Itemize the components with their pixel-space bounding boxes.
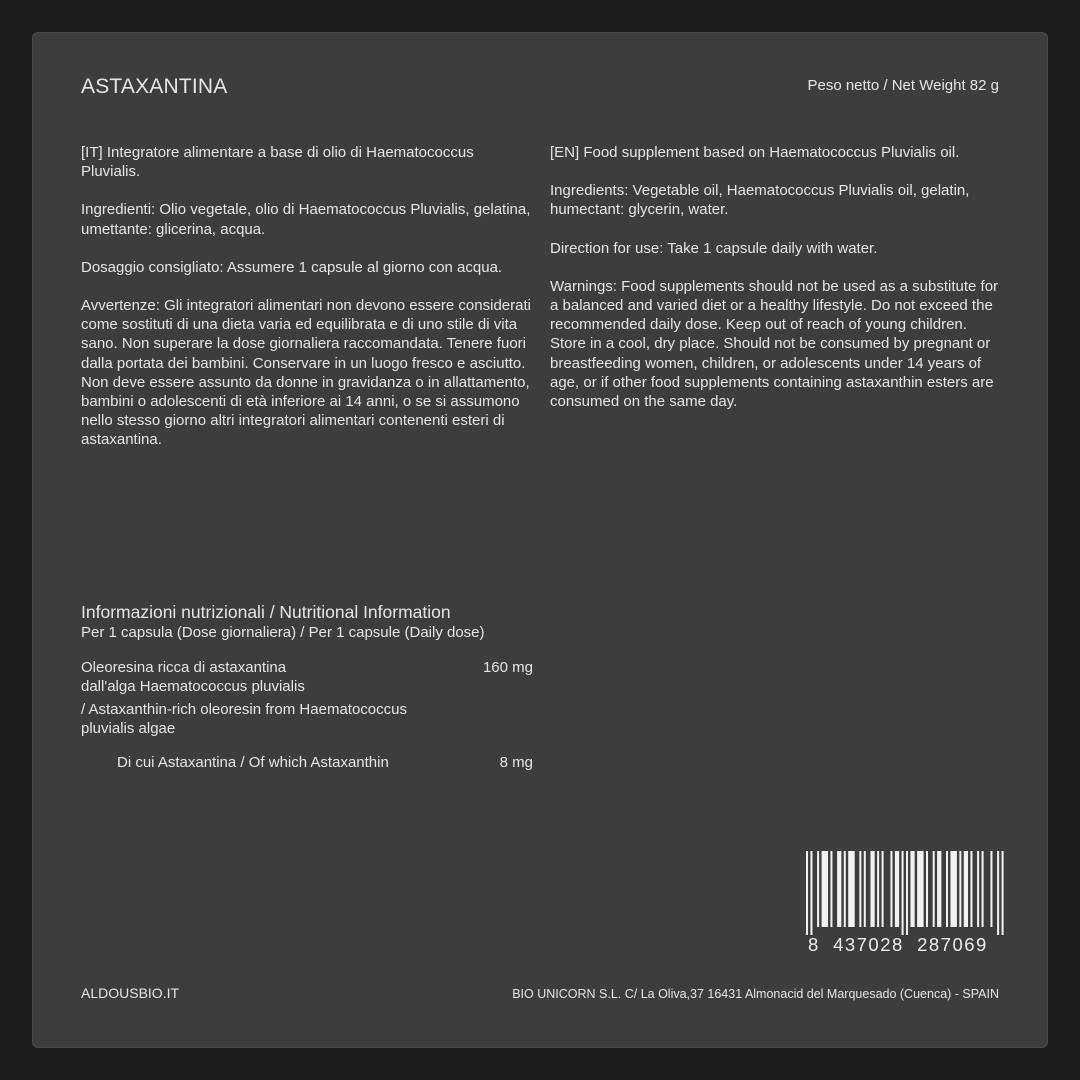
website: ALDOUSBIO.IT bbox=[81, 985, 180, 1001]
barcode-bar bbox=[933, 851, 935, 927]
barcode-bar bbox=[890, 851, 892, 927]
astaxanthin-name: Di cui Astaxantina / Of which Astaxanthin bbox=[117, 754, 389, 772]
barcode-bar bbox=[937, 851, 941, 927]
barcode-bar bbox=[817, 851, 819, 927]
barcode-number: 8 437028 287069 bbox=[808, 934, 988, 955]
barcode-bar bbox=[806, 851, 808, 935]
barcode-bar bbox=[810, 851, 812, 935]
english-warnings: Warnings: Food supplements should not be used as a substitute for a balanced and varied diet or a healthy lifestyle. Do not exceed the recommended daily dose. Keep out of reach of young children. Store in a cool, dry place. Should not be consumed by pregnant or breastfeeding women, children, or adolescents under 14 years of age, or if other food supplements containing astaxanthin esters are consumed on the same day. bbox=[550, 277, 999, 411]
barcode-bar bbox=[906, 851, 908, 935]
barcode-bar bbox=[830, 851, 832, 927]
product-label bbox=[32, 32, 1048, 1048]
barcode-bar bbox=[950, 851, 956, 927]
barcode-bar bbox=[982, 851, 984, 927]
english-direction: Direction for use: Take 1 capsule daily with water. bbox=[550, 239, 878, 257]
italian-column bbox=[81, 143, 531, 469]
oleoresin-name-it-line2: dall'alga Haematococcus pluvialis bbox=[81, 678, 305, 696]
italian-intro: [IT] Integratore alimentare a base di olio di Haematococcus Pluvialis. bbox=[81, 144, 474, 181]
italian-dosage: Dosaggio consigliato: Assumere 1 capsule al giorno con acqua. bbox=[81, 258, 503, 276]
barcode-bar bbox=[895, 851, 899, 927]
barcode-bar bbox=[848, 851, 854, 927]
barcode-bar bbox=[910, 851, 914, 927]
barcode-bar bbox=[864, 851, 866, 927]
oleoresin-name bbox=[81, 658, 441, 738]
english-intro: [EN] Food supplement based on Haematococcus Pluvialis oil. bbox=[550, 144, 960, 161]
barcode-bar bbox=[859, 851, 861, 927]
barcode-bar bbox=[964, 851, 968, 927]
barcode-bar bbox=[970, 851, 972, 927]
nutrition-row-astaxanthin bbox=[81, 753, 533, 772]
nutrition-title: Informazioni nutrizionali / Nutritional Information bbox=[81, 602, 451, 622]
barcode-bar bbox=[959, 851, 961, 927]
nutrition-table bbox=[81, 601, 533, 772]
product-title: ASTAXANTINA bbox=[81, 75, 228, 98]
nutrition-row-oleoresin bbox=[81, 658, 533, 738]
barcode-bar bbox=[997, 851, 999, 935]
barcode-bar bbox=[977, 851, 979, 927]
oleoresin-name-it-line1: Oleoresina ricca di astaxantina bbox=[81, 659, 287, 677]
company-address: BIO UNICORN S.L. C/ La Oliva,37 16431 Almonacid del Marquesado (Cuenca) - SPAIN bbox=[512, 987, 999, 1001]
italian-warnings: Avvertenze: Gli integratori alimentari non devono essere considerati come sostituti di una dieta varia ed equilibrata e di uno stile di vita sano. Non superare la dose giornaliera raccomandata. Tenere fuori dalla portata dei bambini. Conservare in un luogo fresco e asciutto. Non deve essere assunto da donne in gravidanza o in allattamento, bambini o adolescenti di età inferiore ai 14 anni, o se si assumono nello stesso giorno altri integratori alimentari contenenti esteri di astaxantina. bbox=[81, 297, 531, 449]
barcode-bar bbox=[926, 851, 928, 927]
barcode-bar bbox=[1002, 851, 1004, 935]
barcode-bar bbox=[822, 851, 828, 927]
barcode-bar bbox=[837, 851, 841, 927]
english-ingredients: Ingredients: Vegetable oil, Haematococcus Pluvialis oil, gelatin, humectant: glycerin, water. bbox=[550, 182, 970, 219]
barcode-bar bbox=[844, 851, 846, 927]
net-weight: Peso netto / Net Weight 82 g bbox=[807, 77, 999, 94]
barcode-bar bbox=[917, 851, 923, 927]
barcode-bar bbox=[902, 851, 904, 935]
barcode-bars bbox=[806, 851, 1006, 935]
barcode-bar bbox=[877, 851, 879, 927]
oleoresin-value: 160 mg bbox=[482, 659, 533, 677]
barcode-bar bbox=[990, 851, 992, 927]
italian-ingredients: Ingredienti: Olio vegetale, olio di Haematococcus Pluvialis, gelatina, umettante: glicerina, acqua. bbox=[81, 201, 531, 238]
astaxanthin-value: 8 mg bbox=[499, 754, 533, 772]
english-column bbox=[550, 143, 1000, 430]
oleoresin-name-en: / Astaxanthin-rich oleoresin from Haematococcus pluvialis algae bbox=[81, 700, 407, 737]
barcode-bar bbox=[882, 851, 884, 927]
barcode-bar bbox=[946, 851, 948, 927]
nutrition-subtitle: Per 1 capsula (Dose giornaliera) / Per 1 capsule (Daily dose) bbox=[81, 624, 485, 641]
barcode-bar bbox=[870, 851, 874, 927]
